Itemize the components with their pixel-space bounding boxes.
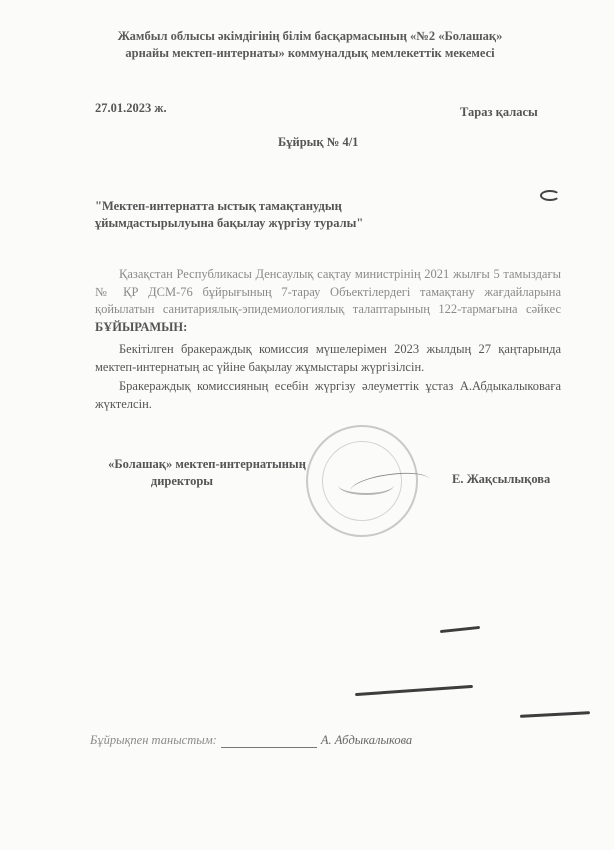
header-line-1: Жамбыл облысы әкімдігінің білім басқармасының «№2 «Болашақ»	[117, 29, 503, 43]
paragraph-1-text: Қазақстан Республикасы Денсаулық сақтау министрінің 2021 жылғы 5 тамыздағы № ҚР ДСМ-76 бұйрығының 7-тарау Объектілердегі тамақтану жағдайларына қойылатын санитариялық-эпидемиологиялық талаптарының 122-тармағына сәйкес	[95, 267, 561, 316]
signatory-position-line-1: «Болашақ» мектеп-интернатының	[108, 457, 306, 471]
scan-mark-2	[355, 685, 473, 696]
scan-mark-3	[520, 711, 590, 718]
scan-mark-1	[440, 626, 480, 633]
signature-blank-line	[221, 735, 317, 748]
acknowledgement-name: А. Абдыкалыкова	[320, 733, 413, 747]
signatory-name: Е. Жақсылықова	[452, 472, 551, 486]
order-command: БҰЙЫРАМЫН:	[95, 319, 188, 334]
acknowledgement-label: Бұйрықпен таныстым:	[90, 733, 217, 747]
document-date: 27.01.2023 ж.	[95, 101, 167, 115]
institution-header	[30, 28, 590, 62]
order-body-paragraph-1	[95, 266, 561, 336]
signatory-position	[92, 456, 322, 490]
signatory-position-line-2: директоры	[150, 474, 214, 488]
pen-mark-icon	[540, 190, 560, 201]
order-subject-line-2: ұйымдастырылуына бақылау жүргізу туралы"	[95, 216, 364, 230]
order-body-paragraph-3: Бракераждық комиссияның есебін жүргізу әлеуметтік ұстаз А.Абдыкалыковаға жүктелсін.	[95, 379, 561, 411]
header-line-2: арнайы мектеп-интернаты» коммуналдық мемлекеттік мекемесі	[125, 46, 495, 60]
document-city: Тараз қаласы	[460, 105, 538, 119]
order-title: Бұйрық № 4/1	[278, 135, 359, 149]
order-body-paragraph-2: Бекітілген бракераждық комиссия мүшелерімен 2023 жылдың 27 қаңтарында мектеп-интернатың ас үйіне бақылау жұмыстары жүргізілсін.	[95, 342, 561, 374]
order-subject	[95, 198, 363, 232]
order-subject-line-1: "Мектеп-интернатта ыстық тамақтанудың	[95, 199, 342, 213]
acknowledgement-line	[90, 733, 412, 748]
